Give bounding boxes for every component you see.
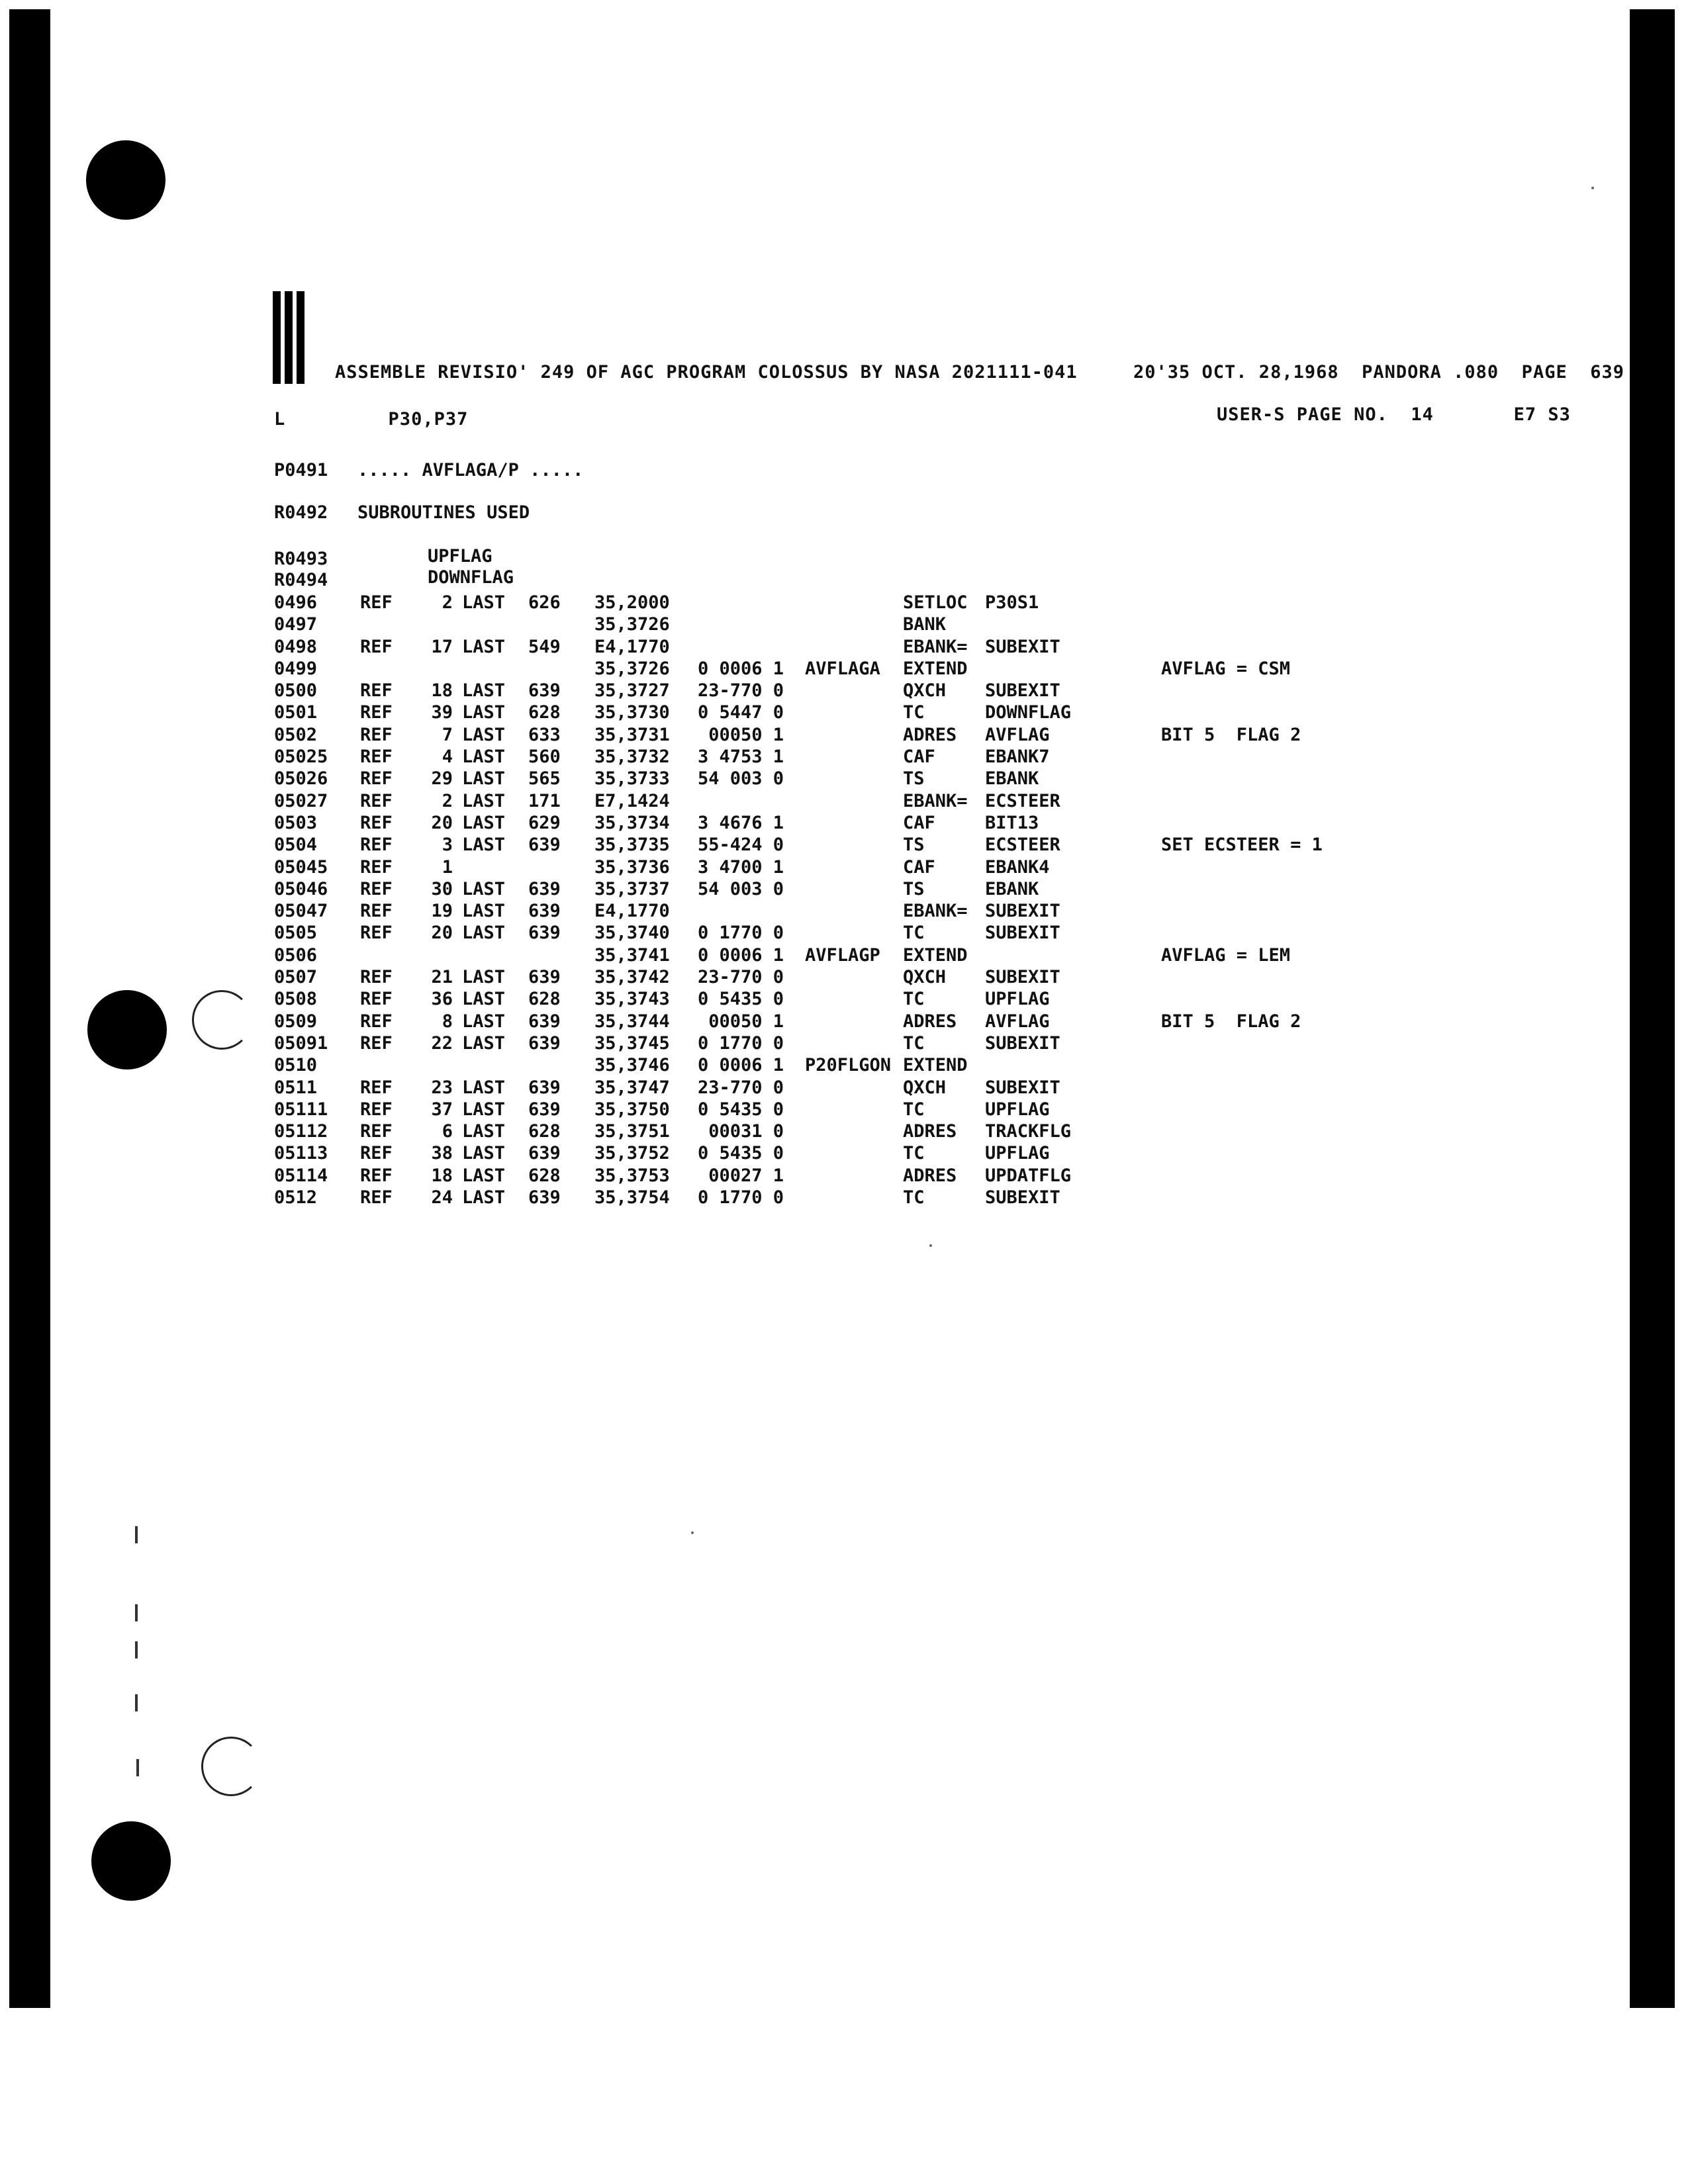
- tag-line-number: R0494: [274, 570, 328, 590]
- listing-comment: SET ECSTEER = 1: [1161, 835, 1323, 856]
- listing-opcode: ADRES: [903, 1011, 957, 1032]
- assembly-date-page: 20'35 OCT. 28,1968 PANDORA .080 PAGE 639: [1133, 362, 1624, 383]
- listing-octal-code: 54 003 0: [698, 768, 784, 790]
- listing-octal-code: 23-770 0: [698, 967, 784, 988]
- listing-address: 35,3752: [594, 1143, 670, 1164]
- listing-octal-code: 0 0006 1: [698, 1055, 784, 1076]
- listing-last: LAST: [462, 1143, 506, 1164]
- program-section: L P30,P37: [274, 409, 469, 430]
- listing-line-number: 0507: [274, 967, 318, 988]
- listing-ref-count: 1: [442, 856, 453, 878]
- listing-row: [274, 1099, 1399, 1120]
- listing-line-number: 0502: [274, 724, 318, 745]
- listing-operand: EBANK4: [985, 856, 1050, 878]
- listing-octal-code: 3 4700 1: [698, 856, 784, 878]
- listing-address: 35,3732: [594, 747, 670, 768]
- listing-row: [274, 1187, 1399, 1208]
- listing-row: [274, 922, 1399, 944]
- listing-ref: REF: [360, 680, 393, 702]
- listing-opcode: EXTEND: [903, 1055, 968, 1076]
- listing-ref: REF: [360, 923, 393, 944]
- listing-ref: REF: [360, 636, 393, 657]
- listing-opcode: TC: [903, 989, 925, 1010]
- listing-line-number: 05114: [274, 1165, 328, 1186]
- listing-row: [274, 988, 1399, 1010]
- listing-operand: AVFLAG: [985, 724, 1050, 745]
- listing-ref: REF: [360, 1077, 393, 1098]
- listing-row: [274, 746, 1399, 768]
- listing-operand: SUBEXIT: [985, 923, 1060, 944]
- listing-address: 35,3737: [594, 878, 670, 899]
- listing-last: LAST: [462, 768, 506, 790]
- listing-octal-code: 00050 1: [698, 724, 784, 745]
- listing-opcode: QXCH: [903, 680, 947, 702]
- listing-last-page: 628: [528, 1165, 561, 1186]
- listing-last-page: 639: [528, 1032, 561, 1054]
- listing-address: 35,2000: [594, 592, 670, 613]
- listing-last-page: 628: [528, 1121, 561, 1142]
- listing-opcode: EBANK=: [903, 790, 968, 811]
- listing-ref: REF: [360, 1143, 393, 1164]
- tag-line-number: R0493: [274, 549, 328, 569]
- listing-row: [274, 878, 1399, 900]
- listing-line-number: 05027: [274, 790, 328, 811]
- margin-tick: [135, 1694, 138, 1711]
- listing-label: AVFLAGA: [805, 658, 880, 679]
- listing-address: E4,1770: [594, 901, 670, 922]
- listing-octal-code: 0 0006 1: [698, 944, 784, 966]
- listing-octal-code: 55-424 0: [698, 835, 784, 856]
- listing-ref-count: 21: [431, 967, 453, 988]
- listing-ref-count: 23: [431, 1077, 453, 1098]
- listing-label: AVFLAGP: [805, 944, 880, 966]
- listing-last-page: 639: [528, 967, 561, 988]
- listing-operand: ECSTEER: [985, 790, 1060, 811]
- listing-opcode: TC: [903, 702, 925, 723]
- listing-row: [274, 834, 1399, 856]
- listing-address: 35,3754: [594, 1187, 670, 1208]
- listing-last: LAST: [462, 901, 506, 922]
- listing-line-number: 0508: [274, 989, 318, 1010]
- assembly-header: ASSEMBLE REVISIO' 249 OF AGC PROGRAM COLOSSUS BY NASA 2021111-041: [335, 362, 1078, 383]
- listing-operand: UPDATFLG: [985, 1165, 1072, 1186]
- listing-ref: REF: [360, 592, 393, 613]
- listing-last: LAST: [462, 592, 506, 613]
- listing-last: LAST: [462, 1165, 506, 1186]
- listing-octal-code: 00050 1: [698, 1011, 784, 1032]
- listing-last-page: 560: [528, 747, 561, 768]
- listing-ref: REF: [360, 1011, 393, 1032]
- listing-last: LAST: [462, 790, 506, 811]
- listing-last-page: 639: [528, 1077, 561, 1098]
- listing-ref-count: 7: [442, 724, 453, 745]
- listing-address: 35,3735: [594, 835, 670, 856]
- listing-address: 35,3751: [594, 1121, 670, 1142]
- listing-address: 35,3744: [594, 1011, 670, 1032]
- tag-line-number: P0491: [274, 460, 328, 480]
- listing-ref: REF: [360, 1032, 393, 1054]
- listing-octal-code: 0 1770 0: [698, 923, 784, 944]
- listing-opcode: ADRES: [903, 1121, 957, 1142]
- listing-row: [274, 702, 1399, 723]
- listing-ref: REF: [360, 835, 393, 856]
- dust-speck: [1591, 187, 1594, 189]
- listing-line-number: 0500: [274, 680, 318, 702]
- listing-line-number: 0503: [274, 812, 318, 833]
- listing-opcode: CAF: [903, 856, 935, 878]
- margin-tick: [136, 1759, 139, 1776]
- listing-row: [274, 1032, 1399, 1054]
- listing-address: E4,1770: [594, 636, 670, 657]
- listing-ref-count: 24: [431, 1187, 453, 1208]
- listing-ref: REF: [360, 1187, 393, 1208]
- listing-line-number: 05091: [274, 1032, 328, 1054]
- listing-address: E7,1424: [594, 790, 670, 811]
- listing-operand: BIT13: [985, 812, 1039, 833]
- listing-operand: EBANK: [985, 878, 1039, 899]
- listing-last: LAST: [462, 1011, 506, 1032]
- listing-ref: REF: [360, 989, 393, 1010]
- listing-opcode: ADRES: [903, 1165, 957, 1186]
- listing-row: [274, 592, 1399, 614]
- listing-address: 35,3726: [594, 614, 670, 635]
- dust-speck: [929, 1244, 932, 1247]
- listing-ref: REF: [360, 1121, 393, 1142]
- listing-last: LAST: [462, 923, 506, 944]
- listing-ref-count: 37: [431, 1099, 453, 1120]
- listing-row: [274, 1077, 1399, 1099]
- listing-comment: AVFLAG = LEM: [1161, 944, 1291, 966]
- listing-row: [274, 1011, 1399, 1032]
- listing-opcode: ADRES: [903, 724, 957, 745]
- listing-last: LAST: [462, 878, 506, 899]
- listing-last-page: 639: [528, 923, 561, 944]
- section-heading: ..... AVFLAGA/P .....: [357, 460, 584, 480]
- listing-row: [274, 900, 1399, 922]
- listing-address: 35,3727: [594, 680, 670, 702]
- listing-ref-count: 39: [431, 702, 453, 723]
- listing-operand: SUBEXIT: [985, 680, 1060, 702]
- listing-last-page: 565: [528, 768, 561, 790]
- listing-last: LAST: [462, 1077, 506, 1098]
- listing-operand: SUBEXIT: [985, 1032, 1060, 1054]
- listing-opcode: TS: [903, 768, 925, 790]
- punch-ring-middle: [192, 990, 252, 1050]
- listing-line-number: 05046: [274, 878, 328, 899]
- punch-ring-lower: [201, 1737, 261, 1796]
- listing-last: LAST: [462, 989, 506, 1010]
- listing-label: P20FLGON: [805, 1055, 892, 1076]
- listing-line-number: 0510: [274, 1055, 318, 1076]
- listing-last-page: 639: [528, 680, 561, 702]
- listing-opcode: CAF: [903, 747, 935, 768]
- listing-address: 35,3733: [594, 768, 670, 790]
- listing-address: 35,3747: [594, 1077, 670, 1098]
- listing-opcode: QXCH: [903, 967, 947, 988]
- listing-ref-count: 2: [442, 592, 453, 613]
- listing-ref-count: 20: [431, 923, 453, 944]
- assembly-listing: [274, 592, 1399, 1208]
- listing-line-number: 05026: [274, 768, 328, 790]
- punch-hole-bottom: [91, 1821, 171, 1901]
- listing-ref: REF: [360, 768, 393, 790]
- left-scan-edge: [9, 9, 50, 2008]
- listing-comment: BIT 5 FLAG 2: [1161, 1011, 1301, 1032]
- listing-ref: REF: [360, 901, 393, 922]
- binder-marks: [273, 291, 312, 384]
- dust-speck: [691, 1531, 694, 1534]
- listing-opcode: CAF: [903, 812, 935, 833]
- listing-row: [274, 636, 1399, 658]
- listing-operand: DOWNFLAG: [985, 702, 1072, 723]
- listing-last: LAST: [462, 1032, 506, 1054]
- listing-ref-count: 3: [442, 835, 453, 856]
- listing-octal-code: 0 0006 1: [698, 658, 784, 679]
- listing-operand: SUBEXIT: [985, 636, 1060, 657]
- listing-ref: REF: [360, 747, 393, 768]
- listing-operand: EBANK7: [985, 747, 1050, 768]
- listing-octal-code: 0 1770 0: [698, 1187, 784, 1208]
- listing-ref: REF: [360, 812, 393, 833]
- listing-octal-code: 0 1770 0: [698, 1032, 784, 1054]
- listing-line-number: 0509: [274, 1011, 318, 1032]
- listing-last-page: 633: [528, 724, 561, 745]
- margin-tick: [135, 1604, 138, 1621]
- listing-ref-count: 38: [431, 1143, 453, 1164]
- listing-ref-count: 4: [442, 747, 453, 768]
- listing-operand: P30S1: [985, 592, 1039, 613]
- listing-row: [274, 1054, 1399, 1076]
- listing-operand: UPFLAG: [985, 1143, 1050, 1164]
- listing-ref-count: 17: [431, 636, 453, 657]
- listing-opcode: SETLOC: [903, 592, 968, 613]
- subroutine-name: DOWNFLAG: [428, 567, 514, 588]
- listing-operand: SUBEXIT: [985, 901, 1060, 922]
- margin-tick: [135, 1526, 138, 1543]
- listing-line-number: 0504: [274, 835, 318, 856]
- listing-octal-code: 23-770 0: [698, 1077, 784, 1098]
- listing-ref-count: 29: [431, 768, 453, 790]
- listing-last: LAST: [462, 636, 506, 657]
- listing-address: 35,3740: [594, 923, 670, 944]
- listing-last: LAST: [462, 1187, 506, 1208]
- listing-last-page: 639: [528, 901, 561, 922]
- listing-address: 35,3734: [594, 812, 670, 833]
- listing-row: [274, 768, 1399, 790]
- listing-opcode: TC: [903, 1187, 925, 1208]
- listing-octal-code: 00027 1: [698, 1165, 784, 1186]
- listing-address: 35,3741: [594, 944, 670, 966]
- listing-last-page: 626: [528, 592, 561, 613]
- listing-last-page: 629: [528, 812, 561, 833]
- listing-opcode: QXCH: [903, 1077, 947, 1098]
- listing-octal-code: 3 4753 1: [698, 747, 784, 768]
- listing-last-page: 171: [528, 790, 561, 811]
- subroutines-heading: SUBROUTINES USED: [357, 502, 530, 523]
- listing-last-page: 639: [528, 835, 561, 856]
- listing-row: [274, 1142, 1399, 1164]
- listing-opcode: TS: [903, 835, 925, 856]
- listing-ref-count: 2: [442, 790, 453, 811]
- listing-address: 35,3743: [594, 989, 670, 1010]
- listing-opcode: TS: [903, 878, 925, 899]
- listing-line-number: 05025: [274, 747, 328, 768]
- listing-address: 35,3746: [594, 1055, 670, 1076]
- listing-ref: REF: [360, 724, 393, 745]
- listing-last-page: 639: [528, 1143, 561, 1164]
- listing-last-page: 639: [528, 1099, 561, 1120]
- listing-last-page: 628: [528, 989, 561, 1010]
- listing-row: [274, 1165, 1399, 1187]
- listing-row: [274, 812, 1399, 834]
- listing-opcode: TC: [903, 923, 925, 944]
- listing-octal-code: 0 5435 0: [698, 989, 784, 1010]
- listing-operand: UPFLAG: [985, 1099, 1050, 1120]
- listing-opcode: EBANK=: [903, 636, 968, 657]
- listing-line-number: 0501: [274, 702, 318, 723]
- listing-address: 35,3753: [594, 1165, 670, 1186]
- listing-line-number: 0506: [274, 944, 318, 966]
- listing-octal-code: 54 003 0: [698, 878, 784, 899]
- listing-comment: AVFLAG = CSM: [1161, 658, 1291, 679]
- listing-ref: REF: [360, 1099, 393, 1120]
- listing-ref-count: 20: [431, 812, 453, 833]
- listing-row: [274, 680, 1399, 702]
- listing-last-page: 639: [528, 878, 561, 899]
- listing-operand: SUBEXIT: [985, 967, 1060, 988]
- listing-line-number: 0512: [274, 1187, 318, 1208]
- listing-row: [274, 614, 1399, 635]
- listing-last: LAST: [462, 1121, 506, 1142]
- listing-line-number: 0498: [274, 636, 318, 657]
- listing-last: LAST: [462, 724, 506, 745]
- listing-ref: REF: [360, 702, 393, 723]
- listing-row: [274, 966, 1399, 988]
- listing-ref-count: 19: [431, 901, 453, 922]
- listing-row: [274, 856, 1399, 878]
- listing-opcode: TC: [903, 1032, 925, 1054]
- listing-line-number: 0505: [274, 923, 318, 944]
- listing-line-number: 05047: [274, 901, 328, 922]
- user-page-number: USER-S PAGE NO. 14 E7 S3: [1217, 404, 1571, 425]
- listing-comment: BIT 5 FLAG 2: [1161, 724, 1301, 745]
- listing-opcode: EXTEND: [903, 944, 968, 966]
- listing-row: [274, 944, 1399, 966]
- punch-hole-middle: [87, 990, 167, 1069]
- listing-address: 35,3730: [594, 702, 670, 723]
- listing-ref: REF: [360, 790, 393, 811]
- listing-operand: TRACKFLG: [985, 1121, 1072, 1142]
- listing-line-number: 0511: [274, 1077, 318, 1098]
- listing-octal-code: 0 5447 0: [698, 702, 784, 723]
- listing-last-page: 549: [528, 636, 561, 657]
- listing-operand: EBANK: [985, 768, 1039, 790]
- listing-row: [274, 724, 1399, 746]
- listing-line-number: 0499: [274, 658, 318, 679]
- listing-ref-count: 30: [431, 878, 453, 899]
- listing-ref-count: 22: [431, 1032, 453, 1054]
- listing-octal-code: 00031 0: [698, 1121, 784, 1142]
- listing-opcode: TC: [903, 1099, 925, 1120]
- listing-opcode: EXTEND: [903, 658, 968, 679]
- listing-ref: REF: [360, 967, 393, 988]
- tag-line-number: R0492: [274, 502, 328, 523]
- listing-last: LAST: [462, 1099, 506, 1120]
- listing-ref-count: 18: [431, 1165, 453, 1186]
- listing-ref: REF: [360, 878, 393, 899]
- listing-line-number: 0497: [274, 614, 318, 635]
- listing-ref-count: 36: [431, 989, 453, 1010]
- listing-last: LAST: [462, 812, 506, 833]
- listing-line-number: 05113: [274, 1143, 328, 1164]
- listing-octal-code: 3 4676 1: [698, 812, 784, 833]
- listing-address: 35,3731: [594, 724, 670, 745]
- listing-opcode: BANK: [903, 614, 947, 635]
- listing-row: [274, 1120, 1399, 1142]
- listing-address: 35,3745: [594, 1032, 670, 1054]
- listing-last: LAST: [462, 835, 506, 856]
- listing-line-number: 0496: [274, 592, 318, 613]
- listing-row: [274, 790, 1399, 812]
- listing-ref-count: 18: [431, 680, 453, 702]
- listing-last-page: 639: [528, 1011, 561, 1032]
- listing-address: 35,3742: [594, 967, 670, 988]
- listing-operand: AVFLAG: [985, 1011, 1050, 1032]
- listing-line-number: 05112: [274, 1121, 328, 1142]
- subroutine-name: UPFLAG: [428, 546, 492, 567]
- listing-line-number: 05111: [274, 1099, 328, 1120]
- listing-row: [274, 658, 1399, 680]
- listing-last: LAST: [462, 747, 506, 768]
- listing-ref-count: 8: [442, 1011, 453, 1032]
- listing-octal-code: 0 5435 0: [698, 1143, 784, 1164]
- listing-address: 35,3750: [594, 1099, 670, 1120]
- margin-tick: [135, 1641, 138, 1659]
- listing-address: 35,3736: [594, 856, 670, 878]
- listing-last-page: 639: [528, 1187, 561, 1208]
- listing-ref: REF: [360, 1165, 393, 1186]
- listing-opcode: TC: [903, 1143, 925, 1164]
- punch-hole-top: [86, 140, 165, 220]
- listing-last: LAST: [462, 680, 506, 702]
- listing-operand: ECSTEER: [985, 835, 1060, 856]
- listing-last: LAST: [462, 967, 506, 988]
- listing-line-number: 05045: [274, 856, 328, 878]
- listing-address: 35,3726: [594, 658, 670, 679]
- listing-operand: SUBEXIT: [985, 1077, 1060, 1098]
- listing-last-page: 628: [528, 702, 561, 723]
- listing-opcode: EBANK=: [903, 901, 968, 922]
- right-scan-edge: [1630, 9, 1675, 2008]
- listing-ref: REF: [360, 856, 393, 878]
- listing-last: LAST: [462, 702, 506, 723]
- listing-octal-code: 0 5435 0: [698, 1099, 784, 1120]
- listing-operand: UPFLAG: [985, 989, 1050, 1010]
- listing-ref-count: 6: [442, 1121, 453, 1142]
- listing-octal-code: 23-770 0: [698, 680, 784, 702]
- listing-operand: SUBEXIT: [985, 1187, 1060, 1208]
